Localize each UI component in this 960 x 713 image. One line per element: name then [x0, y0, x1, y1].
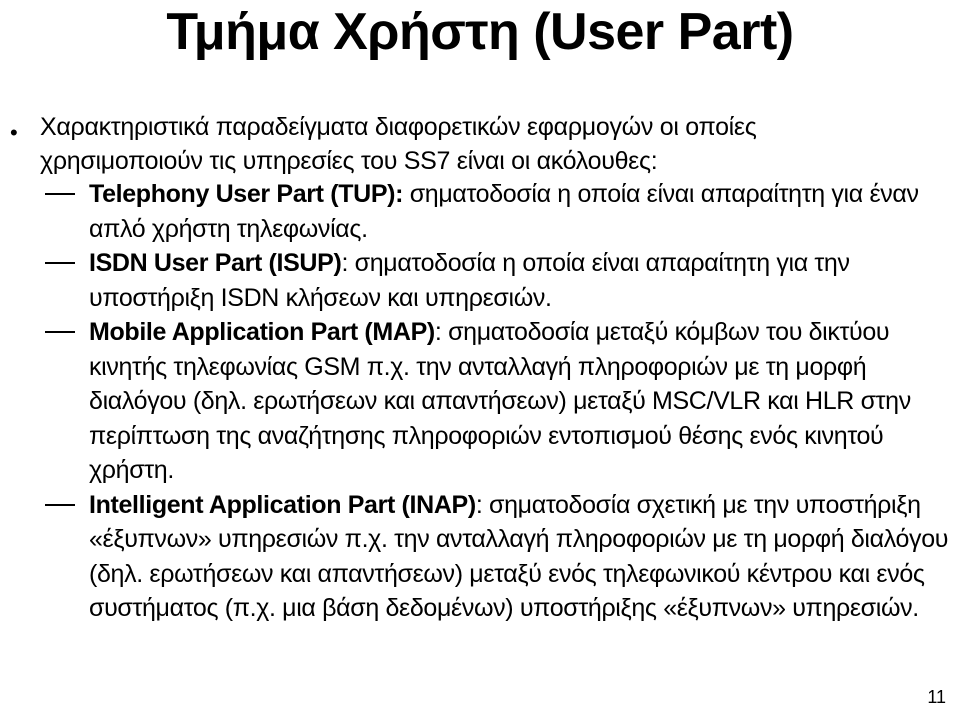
- intro-line-2: χρησιμοποιούν τις υπηρεσίες του SS7 είναι οι ακόλουθες:: [40, 147, 658, 175]
- item-text: σηματοδοσία η οποία είναι απαραίτητη για έναν απλό χρήστη τηλεφωνίας.: [89, 180, 919, 243]
- sub-item-isup: [0, 246, 949, 315]
- sub-item-map: [0, 315, 949, 488]
- dash-icon: [45, 504, 75, 506]
- item-term: Mobile Application Part (MAP): [89, 318, 435, 346]
- item-term: ISDN User Part (ISUP): [89, 249, 342, 277]
- dash-icon: [45, 331, 75, 333]
- item-term: Intelligent Application Part (INAP): [89, 490, 476, 519]
- item-text: : σηματοδοσία μεταξύ κόμβων του δικτύου κινητής τηλεφωνίας GSM π.χ. την ανταλλαγή πληροφοριών με τη μορφή διαλόγου (δηλ. ερωτήσεων και απαντήσεων) μεταξύ MSC/VLR και HLR στην περίπτωση της αναζήτησης πληροφοριών εντοπισμού θέσης ενός κινητού χρήστη.: [89, 318, 911, 484]
- dash-icon: [45, 193, 75, 195]
- item-term: Telephony User Part (TUP):: [89, 180, 404, 208]
- bullet-icon: •: [10, 120, 18, 145]
- sub-item-tup: [0, 177, 949, 246]
- intro-line-1: Χαρακτηριστικά παραδείγματα διαφορετικών εφαρμογών οι οποίες: [40, 113, 757, 141]
- slide-title: Τμήμα Χρήστη (User Part): [166, 3, 794, 61]
- item-text: : σηματοδοσία η οποία είναι απαραίτητη για την υποστήριξη ISDN κλήσεων και υπηρεσιών.: [89, 249, 850, 312]
- dash-icon: [45, 262, 75, 264]
- item-text: : σηματοδοσία σχετική με την υποστήριξη «έξυπνων» υπηρεσιών π.χ. την ανταλλαγή πληροφοριών με τη μορφή διαλόγου (δηλ. ερωτήσεων και απαντήσεων) μεταξύ ενός τηλεφωνικού κέντρου και ενός συστήματος (π.χ. μια βάση δεδομένων) υποστήριξης «έξυπνων» υπηρεσιών.: [89, 490, 949, 622]
- page-number: 11: [927, 687, 946, 707]
- sub-item-list: [0, 177, 960, 626]
- sub-item-inap: [0, 488, 949, 626]
